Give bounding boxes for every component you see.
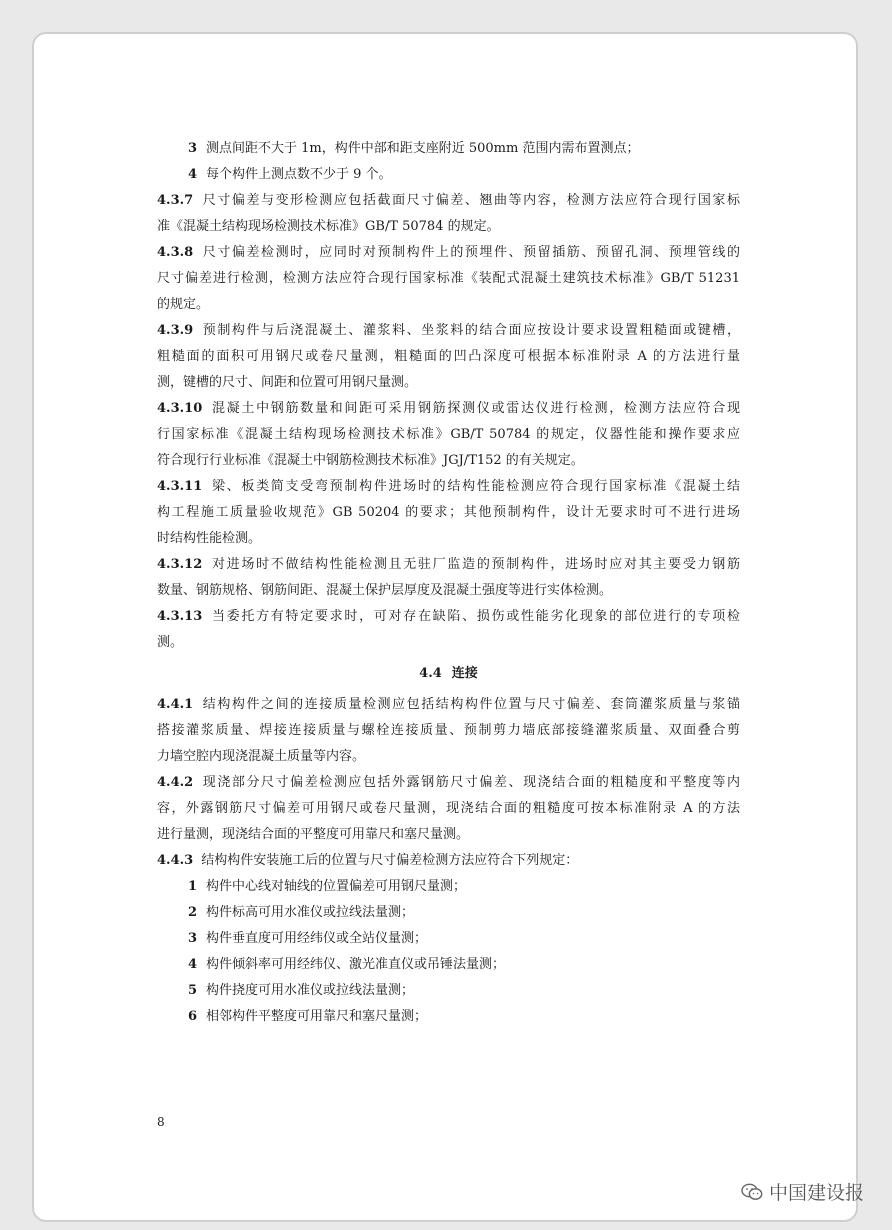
text-line — [157, 1004, 740, 1030]
item-number: 4 — [188, 957, 198, 972]
text-line — [157, 770, 740, 796]
text-line — [157, 422, 740, 448]
text-line — [157, 448, 740, 474]
text-line — [157, 630, 740, 656]
line-text: 时结构性能检测。 — [157, 531, 262, 546]
line-text: 的规定。 — [157, 297, 210, 312]
clause — [157, 552, 740, 604]
line-text: 力墙空腔内现浇混凝土质量等内容。 — [157, 749, 366, 764]
line-text: 容，外露钢筋尺寸偏差可用钢尺或卷尺量测，现浇结合面的粗糙度可按本标准附录 A 的方法 — [157, 801, 740, 816]
text-line — [157, 500, 740, 526]
list-item — [157, 926, 740, 952]
line-text: 构件倾斜率可用经纬仪、激光准直仪或吊锤法量测； — [206, 957, 506, 972]
line-text: 构件挠度可用水准仪或拉线法量测； — [206, 983, 415, 998]
line-text: 混凝土中钢筋数量和间距可采用钢筋探测仪或雷达仪进行检测，检测方法应符合现 — [210, 401, 740, 416]
text-line — [157, 692, 740, 718]
text-line — [157, 744, 740, 770]
item-number: 6 — [188, 1009, 198, 1024]
text-line — [157, 874, 740, 900]
line-text: 预制构件与后浇混凝土、灌浆料、坐浆料的结合面应按设计要求设置粗糙面或键槽， — [201, 323, 740, 338]
clause — [157, 474, 740, 552]
clause — [157, 692, 740, 770]
list-item — [157, 136, 740, 162]
line-text: 行国家标准《混凝土结构现场检测技术标准》GB/T 50784 的规定，仪器性能和操作要求应 — [157, 427, 740, 442]
clause-number: 4.3.9 — [157, 323, 194, 338]
line-text: 测，键槽的尺寸、间距和位置可用钢尺量测。 — [157, 375, 418, 390]
line-text: 构件标高可用水准仪或拉线法量测； — [206, 905, 415, 920]
text-line — [157, 240, 740, 266]
list-item — [157, 874, 740, 900]
line-text: 测点间距不大于 1m，构件中部和距支座附近 500mm 范围内需布置测点； — [206, 141, 640, 156]
clause-number: 4.4.2 — [157, 775, 194, 790]
text-line — [157, 396, 740, 422]
clause-number: 4.3.8 — [157, 245, 194, 260]
line-text: 现浇部分尺寸偏差检测应包括外露钢筋尺寸偏差、现浇结合面的粗糙度和平整度等内 — [201, 775, 740, 790]
text-line — [157, 822, 740, 848]
item-number: 2 — [188, 905, 198, 920]
clause-number: 4.4.3 — [157, 853, 194, 868]
item-number: 3 — [188, 931, 198, 946]
watermark — [741, 1178, 864, 1205]
item-number: 5 — [188, 983, 198, 998]
line-text: 符合现行行业标准《混凝土中钢筋检测技术标准》JGJ/T152 的有关规定。 — [157, 453, 584, 468]
list-item — [157, 1004, 740, 1030]
section-title — [157, 661, 740, 687]
text-line — [157, 796, 740, 822]
text-line — [157, 162, 740, 188]
line-text: 进行量测，现浇结合面的平整度可用靠尺和塞尺量测。 — [157, 827, 470, 842]
line-text: 尺寸偏差与变形检测应包括截面尺寸偏差、翘曲等内容，检测方法应符合现行国家标 — [201, 193, 740, 208]
clause — [157, 604, 740, 656]
text-line — [157, 318, 740, 344]
text-line — [157, 848, 740, 874]
clause — [157, 770, 740, 848]
clause-number: 4.3.13 — [157, 609, 203, 624]
list-item — [157, 952, 740, 978]
clause-number: 4.3.12 — [157, 557, 203, 572]
list-item — [157, 900, 740, 926]
line-text: 结构构件安装施工后的位置与尺寸偏差检测方法应符合下列规定： — [201, 853, 579, 868]
line-text: 数量、钢筋规格、钢筋间距、混凝土保护层厚度及混凝土强度等进行实体检测。 — [157, 583, 613, 598]
text-line — [157, 552, 740, 578]
clause — [157, 240, 740, 318]
list-item — [157, 978, 740, 1004]
text-line — [157, 526, 740, 552]
item-number: 4 — [188, 167, 198, 182]
page-number: 8 — [157, 1115, 165, 1129]
line-text: 尺寸偏差检测时，应同时对预制构件上的预埋件、预留插筋、预留孔洞、预埋管线的 — [201, 245, 740, 260]
line-text: 粗糙面的面积可用钢尺或卷尺量测，粗糙面的凹凸深度可根据本标准附录 A 的方法进行量 — [157, 349, 740, 364]
line-text: 构件垂直度可用经纬仪或全站仪量测； — [206, 931, 428, 946]
line-text: 梁、板类简支受弯预制构件进场时的结构性能检测应符合现行国家标准《混凝土结 — [210, 479, 740, 494]
clause-number: 4.3.10 — [157, 401, 203, 416]
clause-number: 4.3.7 — [157, 193, 194, 208]
text-line — [157, 266, 740, 292]
item-number: 1 — [188, 879, 198, 894]
line-text: 尺寸偏差进行检测，检测方法应符合现行国家标准《装配式混凝土建筑技术标准》GB/T 51231 — [157, 271, 740, 286]
line-text: 相邻构件平整度可用靠尺和塞尺量测； — [206, 1009, 428, 1024]
clause — [157, 396, 740, 474]
clause-number: 4.3.11 — [157, 479, 203, 494]
text-line — [157, 214, 740, 240]
item-number: 3 — [188, 141, 198, 156]
wechat-icon — [741, 1183, 763, 1201]
clause — [157, 848, 740, 874]
watermark-text: 中国建设报 — [768, 1182, 864, 1204]
line-text: 结构构件之间的连接质量检测应包括结构构件位置与尺寸偏差、套筒灌浆质量与浆锚 — [201, 697, 740, 712]
line-text: 当委托方有特定要求时，可对存在缺陷、损伤或性能劣化现象的部位进行的专项检 — [210, 609, 740, 624]
text-line — [157, 370, 740, 396]
text-line — [157, 474, 740, 500]
text-line — [157, 604, 740, 630]
text-line — [157, 578, 740, 604]
list-item — [157, 162, 740, 188]
line-text: 对进场时不做结构性能检测且无驻厂监造的预制构件，进场时应对其主要受力钢筋 — [210, 557, 740, 572]
line-text: 构工程施工质量验收规范》GB 50204 的要求；其他预制构件，设计无要求时可不进行进场 — [157, 505, 740, 520]
text-line — [157, 718, 740, 744]
text-line — [157, 292, 740, 318]
line-text: 准《混凝土结构现场检测技术标准》GB/T 50784 的规定。 — [157, 219, 500, 234]
text-line — [157, 926, 740, 952]
line-text: 构件中心线对轴线的位置偏差可用钢尺量测； — [206, 879, 467, 894]
section-heading: 连接 — [451, 666, 478, 681]
line-text: 搭接灌浆质量、焊接连接质量与螺栓连接质量、预制剪力墙底部接缝灌浆质量、双面叠合剪 — [157, 723, 740, 738]
text-line — [157, 188, 740, 214]
text-line — [157, 344, 740, 370]
text-line — [157, 900, 740, 926]
clause — [157, 318, 740, 396]
clause-number: 4.4.1 — [157, 697, 194, 712]
clause — [157, 188, 740, 240]
document-body — [157, 136, 740, 1030]
text-line — [157, 136, 740, 162]
line-text: 测。 — [157, 635, 184, 650]
text-line — [157, 978, 740, 1004]
section-number: 4.4 — [419, 666, 442, 681]
text-line — [157, 952, 740, 978]
line-text: 每个构件上测点数不少于 9 个。 — [206, 167, 392, 182]
